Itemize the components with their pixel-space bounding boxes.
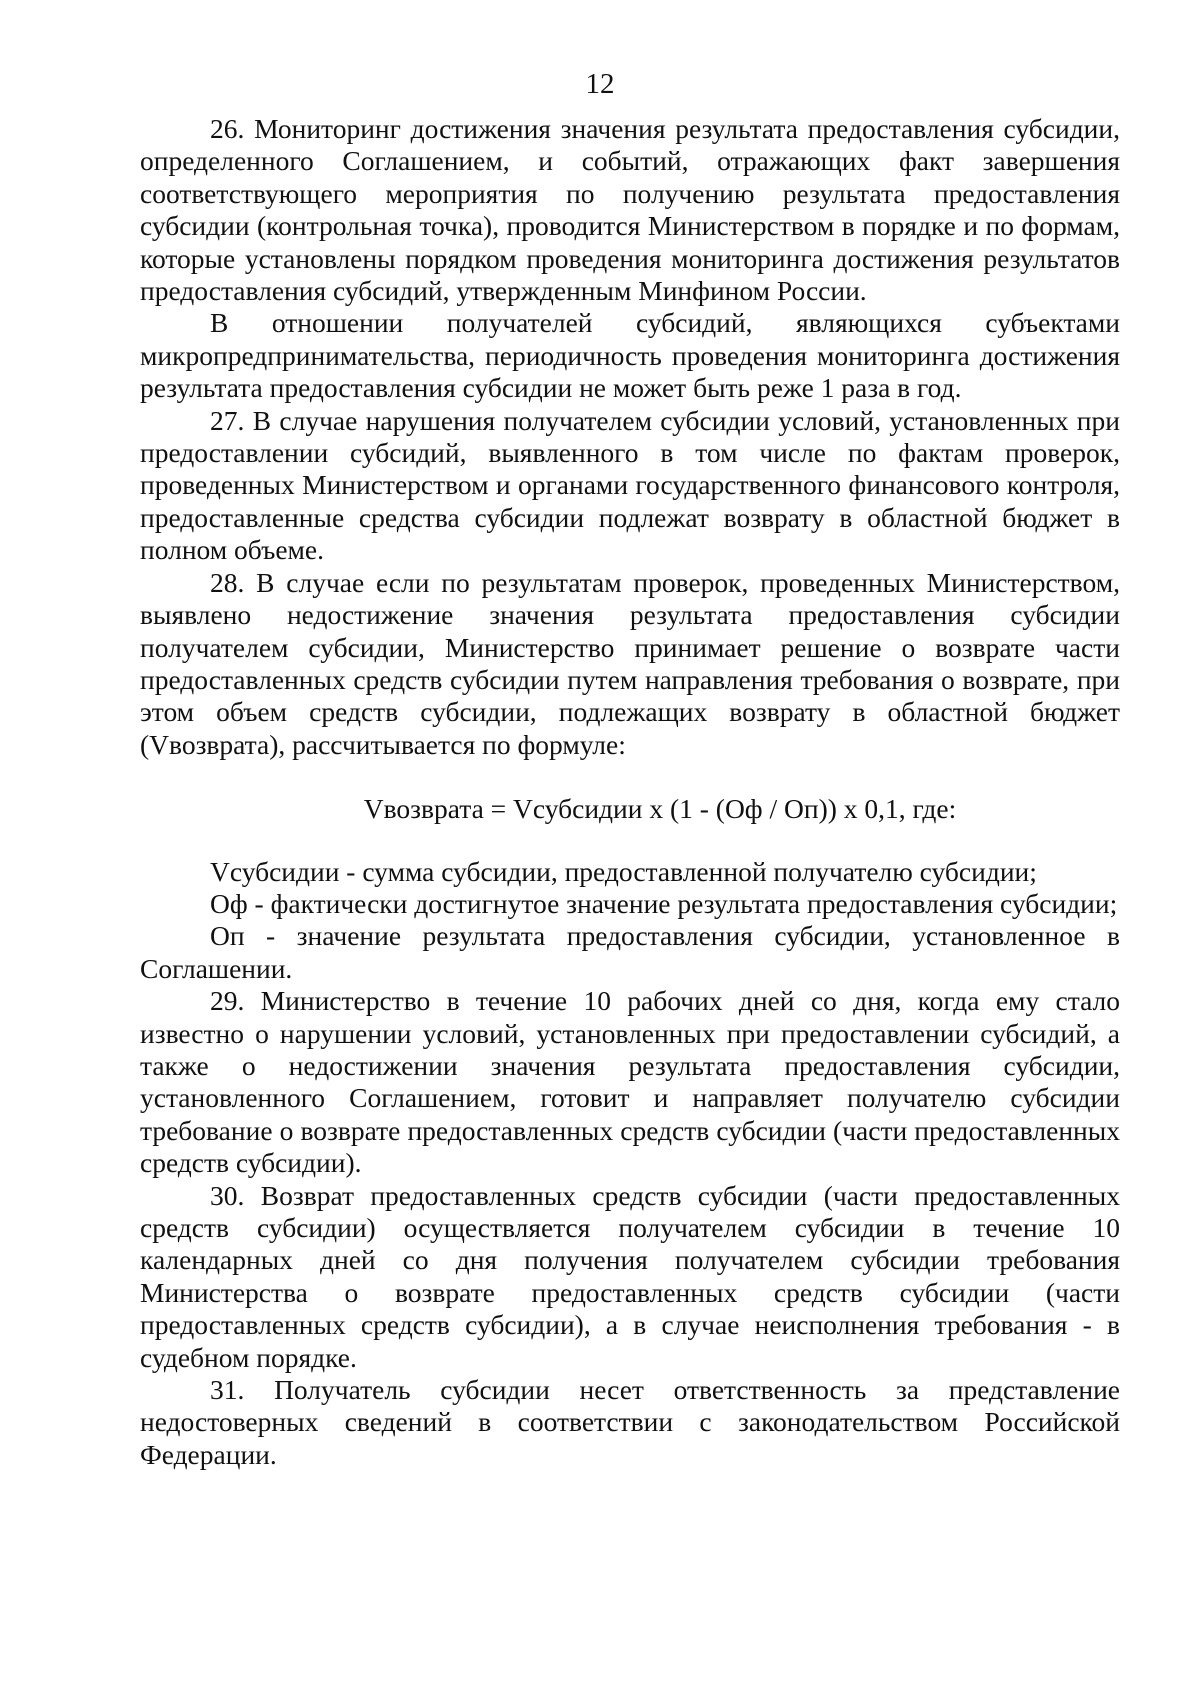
paragraph-27: 27. В случае нарушения получателем субсидии условий, установленных при предоставлении субсидий, выявленного в том числе по фактам проверок, проведенных Министерством и органами государственного финансового контроля, предоставленные средства субсидии подлежат возврату в областной бюджет в полном объеме. xyxy=(140,404,1120,566)
paragraph-26-microbusiness: В отношении получателей субсидий, являющихся субъектами микропредпринимательства, периодичность проведения мониторинга достижения результата предоставления субсидии не может быть реже 1 раза в год. xyxy=(140,307,1120,404)
definition-v-subsidy: Vсубсидии - сумма субсидии, предоставленной получателю субсидии; xyxy=(210,855,1037,887)
paragraph-29: 29. Министерство в течение 10 рабочих дней со дня, когда ему стало известно о нарушении условий, установленных при предоставлении субсидий, а также о недостижении значения результата предоставления субсидии, установленного Соглашением, готовит и направляет получателю субсидии требование о возврате предоставленных средств субсидии (части предоставленных средств субсидии). xyxy=(140,985,1120,1179)
paragraph-28: 28. В случае если по результатам проверок, проведенных Министерством, выявлено недостижение значения результата предоставления субсидии получателем субсидии, Министерство принимает решение о возврате части предоставленных средств субсидии путем направления требования о возврате, при этом объем средств субсидии, подлежащих возврату в областной бюджет (Vвозврата), рассчитывается по формуле: xyxy=(140,566,1120,760)
paragraph-31: 31. Получатель субсидии несет ответственность за представление недостоверных сведений в соответствии с законодательством Российской Федерации. xyxy=(140,1374,1120,1470)
paragraph-26: 26. Мониторинг достижения значения результата предоставления субсидии, определенного Соглашением, и событий, отражающих факт завершения соответствующего мероприятия по получению результата предоставления субсидии (контрольная точка), проводится Министерством в порядке и по формам, которые установлены порядком проведения мониторинга достижения результатов предоставления субсидий, утвержденным Минфином России. xyxy=(140,113,1120,307)
page-number: 12 xyxy=(585,68,615,100)
paragraph-30: 30. Возврат предоставленных средств субсидии (части предоставленных средств субсидии) осуществляется получателем субсидии в течение 10 календарных дней со дня получения получателем субсидии требования Министерства о возврате предоставленных средств субсидии (части предоставленных средств субсидии), а в случае неисполнения требования - в судебном порядке. xyxy=(140,1179,1120,1373)
definition-op: Оп - значение результата предоставления субсидии, установленное в Соглашении. xyxy=(140,920,1120,984)
document-body xyxy=(140,113,1120,1471)
refund-formula: Vвозврата = Vсубсидии x (1 - (Оф / Оп)) x 0,1, где: xyxy=(363,793,957,825)
definition-of: Оф - фактически достигнутое значение результата предоставления субсидии; xyxy=(210,887,1118,919)
